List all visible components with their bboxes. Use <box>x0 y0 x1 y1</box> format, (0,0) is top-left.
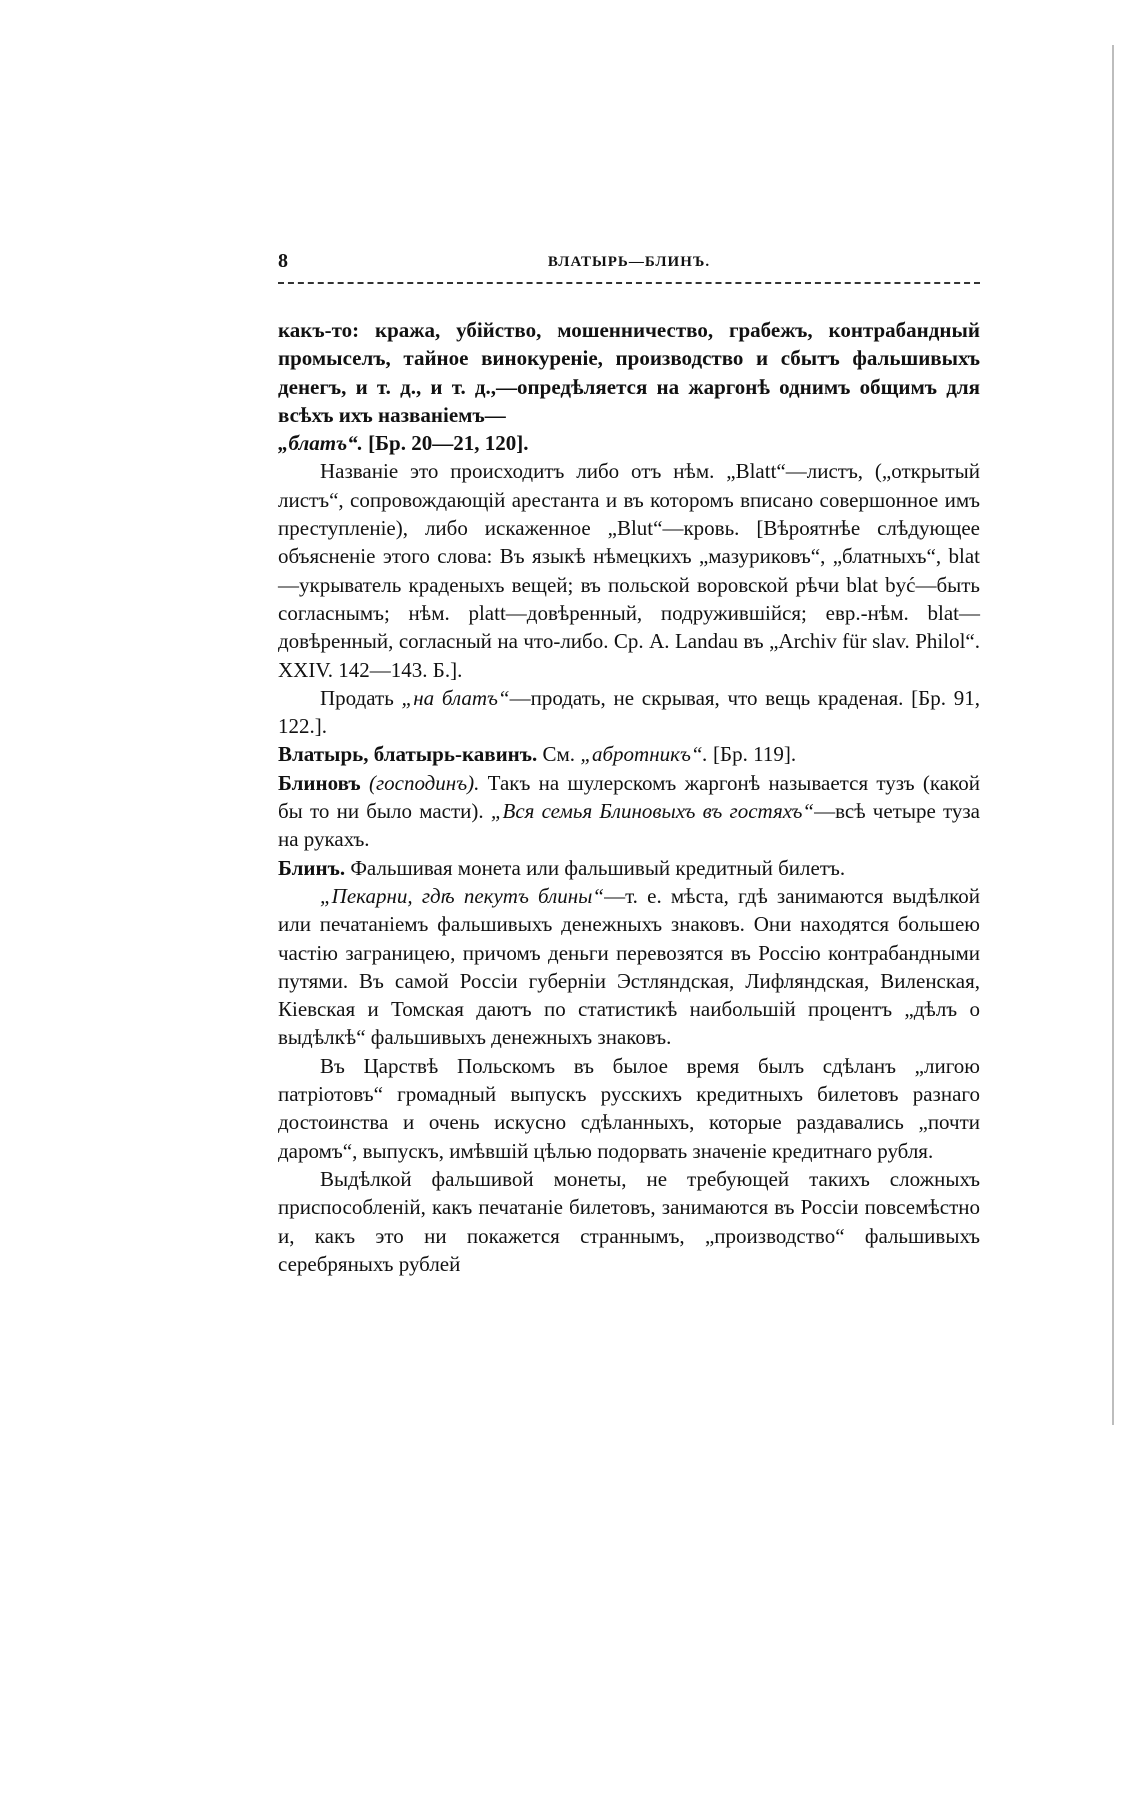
paragraph-3-italic: „на блатъ“ <box>401 685 510 710</box>
paragraph-4 <box>278 882 980 1052</box>
entry-vlatyr-pre: См. <box>537 742 581 767</box>
paragraph-1-text: какъ-то: кража, убійство, мошенничество, грабежъ, контрабандный промыселъ, тайное винокуреніе, производство и сбытъ фальшивыхъ денегъ, и т. д., и т. д.,—опредѣляется на жаргонѣ однимъ общимъ для всѣхъ ихъ названіемъ— <box>278 318 980 427</box>
paragraph-1 <box>278 316 980 457</box>
paragraph-4-italic: „Пекарни, гдѣ пекутъ блины“ <box>320 883 605 908</box>
entry-vlatyr-post: [Бр. 119]. <box>707 742 797 767</box>
page-edge-line <box>1112 45 1114 1425</box>
running-head: ВЛАТЫРЬ—БЛИНЪ. <box>547 254 711 270</box>
page-body <box>278 316 980 1278</box>
paragraph-1-tail: [Бр. 20—21, 120]. <box>362 431 529 456</box>
entry-vlatyr <box>278 740 980 768</box>
page-number: 8 <box>278 250 288 272</box>
paragraph-2: Названіе это происходитъ либо отъ нѣм. „Blatt“—листъ, („открытый листъ“, сопровождающій арестанта и въ которомъ вписано совершонное имъ преступленіе), либо искаженное „Blut“—кровь. [Вѣроятнѣе слѣдующее объясненіе этого слова: Въ языкѣ нѣмецкихъ „мазуриковъ“, „блатныхъ“, blat—укрыватель краденыхъ вещей; въ польской воровской рѣчи blat być—быть согласнымъ; нѣм. platt—довѣренный, подружившійся; евр.-нѣм. blat—довѣренный, согласный на что-либо. Ср. A. Landau въ „Archiv für slav. Philol“. XXIV. 142—143. Б.]. <box>278 459 980 682</box>
entry-blinov-text: Такъ на шулерскомъ жаргонѣ называется тузъ (какой бы то ни было масти). <box>278 770 980 824</box>
entry-vlatyr-italic: „абротникъ“. <box>580 742 708 767</box>
paragraph-4-text: —т. е. мѣста, гдѣ занимаются выдѣлкой или печатаніемъ фальшивыхъ денежныхъ знаковъ. Они находятся большею частію заграницею, причомъ деньги перевозятся въ Россію контрабандными путями. Въ самой Россіи губерніи Эстляндская, Лифляндская, Виленская, Кіевская и Томская даютъ по статистикѣ наибольшій процентъ „дѣлъ о выдѣлкѣ“ фальшивыхъ денежныхъ знаковъ. <box>278 883 980 1050</box>
entry-blinov <box>278 769 980 854</box>
entry-blinov-quote: „Вся семья Блиновыхъ въ гостяхъ“ <box>490 799 815 824</box>
entry-vlatyr-head: Влатырь, блатырь-кавинъ. <box>278 742 538 767</box>
entry-blin <box>278 854 980 882</box>
paragraph-5: Въ Царствѣ Польскомъ въ былое время былъ сдѣланъ „лигою патріотовъ“ громадный выпускъ русскихъ кредитныхъ билетовъ разнаго достоинства и очень искусно сдѣланныхъ, которые раздавались „почти даромъ“, выпускъ, имѣвшій цѣлью подорвать значеніе кредитнаго рубля. <box>278 1053 980 1163</box>
paragraph-3-pre: Продать <box>320 685 402 710</box>
paragraph-1-italic: „блатъ“. <box>278 431 363 456</box>
entry-blin-text: Фальшивая монета или фальшивый кредитный билетъ. <box>345 855 846 880</box>
header-rule <box>278 282 980 284</box>
paragraph-3-post: —продать, не скрывая, что вещь краденая. [Бр. 91, 122.]. <box>278 685 980 739</box>
entry-blin-head: Блинъ. <box>278 855 346 880</box>
paragraph-6: Выдѣлкой фальшивой монеты, не требующей такихъ сложныхъ приспособленій, какъ печатаніе билетовъ, занимаются въ Россіи повсемѣстно и, какъ это ни покажется страннымъ, „производство“ фальшивыхъ серебряныхъ рублей <box>278 1166 980 1276</box>
entry-blinov-italic: (господинъ). <box>360 770 480 795</box>
paragraph-3 <box>278 684 980 741</box>
entry-blinov-tail: —всѣ четыре туза на рукахъ. <box>278 799 980 852</box>
entry-blinov-head: Блиновъ <box>278 770 361 795</box>
